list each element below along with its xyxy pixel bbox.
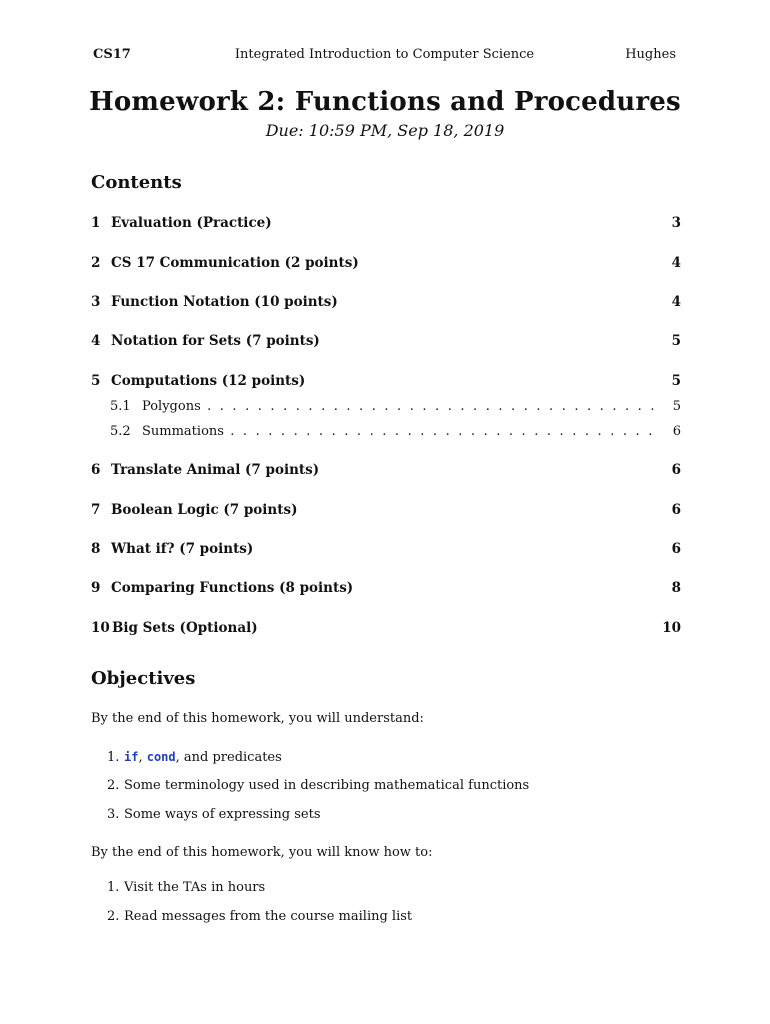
toc-entry-title: Big Sets (Optional) (112, 620, 258, 636)
toc-entry-page: 6 (671, 502, 681, 518)
toc-subentry-number: 5.1 (110, 399, 131, 414)
toc-entry-page: 4 (671, 294, 681, 310)
header-instructor: Hughes (625, 47, 676, 62)
toc-entry-title: Computations (12 points) (111, 373, 306, 389)
toc-entry-page: 5 (671, 373, 681, 389)
toc-entry-4[interactable] (91, 332, 681, 350)
toc-entry-8[interactable] (91, 540, 681, 558)
list-item-text: Some ways of expressing sets (124, 807, 321, 822)
toc-entry-3[interactable] (91, 293, 681, 311)
toc-entry-title: Function Notation (10 points) (111, 294, 338, 310)
list-marker: 1. (107, 750, 120, 765)
toc-entry-number: 2 (91, 255, 101, 271)
toc-entry-title: What if? (7 points) (111, 541, 254, 557)
toc-entry-number: 7 (91, 502, 101, 518)
separator: , (138, 750, 147, 765)
contents-heading: Contents (91, 172, 182, 193)
toc-subentry-5-2[interactable] (91, 423, 681, 441)
toc-entry-title: Evaluation (Practice) (111, 215, 272, 231)
understand-item-2 (107, 777, 529, 795)
due-date: Due: 10:59 PM, Sep 18, 2019 (265, 121, 505, 140)
know-intro: By the end of this homework, you will know how to: (91, 845, 433, 860)
understand-item-3 (107, 806, 321, 824)
know-item-2 (107, 908, 412, 926)
toc-subentry-5-1[interactable] (91, 398, 681, 416)
toc-entry-page: 6 (671, 541, 681, 557)
list-marker: 3. (107, 807, 120, 822)
list-marker: 2. (107, 778, 120, 793)
toc-entry-number: 9 (91, 580, 101, 596)
toc-entry-number: 10 (91, 620, 110, 636)
toc-subentry-page: 6 (672, 424, 681, 439)
toc-entry-page: 3 (671, 215, 681, 231)
understand-intro: By the end of this homework, you will understand: (91, 711, 424, 726)
toc-entry-page: 10 (662, 620, 681, 636)
toc-entry-7[interactable] (91, 501, 681, 519)
toc-subentry-number: 5.2 (110, 424, 131, 439)
toc-entry-number: 6 (91, 462, 101, 478)
toc-entry-2[interactable] (91, 254, 681, 272)
toc-subentry-title: Polygons . . . (142, 398, 657, 416)
toc-entry-number: 8 (91, 541, 101, 557)
toc-entry-1[interactable] (91, 214, 681, 232)
list-marker: 1. (107, 880, 120, 895)
list-item-text: , and predicates (175, 750, 282, 765)
keyword-cond: cond (146, 750, 176, 764)
keyword-if: if (124, 750, 139, 764)
document-title: Homework 2: Functions and Procedures (89, 87, 681, 117)
objectives-heading: Objectives (91, 668, 196, 689)
header-course: CS17 (93, 47, 131, 62)
toc-subentry-page: 5 (672, 399, 681, 414)
toc-entry-title: Translate Animal (7 points) (111, 462, 320, 478)
toc-entry-title: CS 17 Communication (2 points) (111, 255, 359, 271)
toc-entry-10[interactable] (91, 619, 681, 637)
toc-entry-page: 8 (671, 580, 681, 596)
toc-entry-6[interactable] (91, 461, 681, 479)
toc-entry-number: 3 (91, 294, 101, 310)
toc-entry-number: 1 (91, 215, 101, 231)
toc-entry-title: Comparing Functions (8 points) (111, 580, 354, 596)
toc-entry-page: 5 (671, 333, 681, 349)
toc-entry-title: Boolean Logic (7 points) (111, 502, 298, 518)
toc-entry-5[interactable] (91, 372, 681, 390)
list-item-text: Some terminology used in describing mathematical functions (124, 778, 530, 793)
understand-item-1 (107, 748, 282, 767)
list-item-text: Visit the TAs in hours (124, 880, 266, 895)
list-marker: 2. (107, 909, 120, 924)
header-course-title: Integrated Introduction to Computer Science (234, 47, 535, 62)
toc-entry-number: 4 (91, 333, 101, 349)
list-item-text: Read messages from the course mailing list (124, 909, 413, 924)
know-item-1 (107, 879, 265, 897)
toc-entry-page: 6 (671, 462, 681, 478)
toc-entry-page: 4 (671, 255, 681, 271)
toc-entry-number: 5 (91, 373, 101, 389)
toc-entry-9[interactable] (91, 579, 681, 597)
toc-subentry-title: Summations . . . (142, 423, 657, 441)
toc-entry-title: Notation for Sets (7 points) (111, 333, 320, 349)
